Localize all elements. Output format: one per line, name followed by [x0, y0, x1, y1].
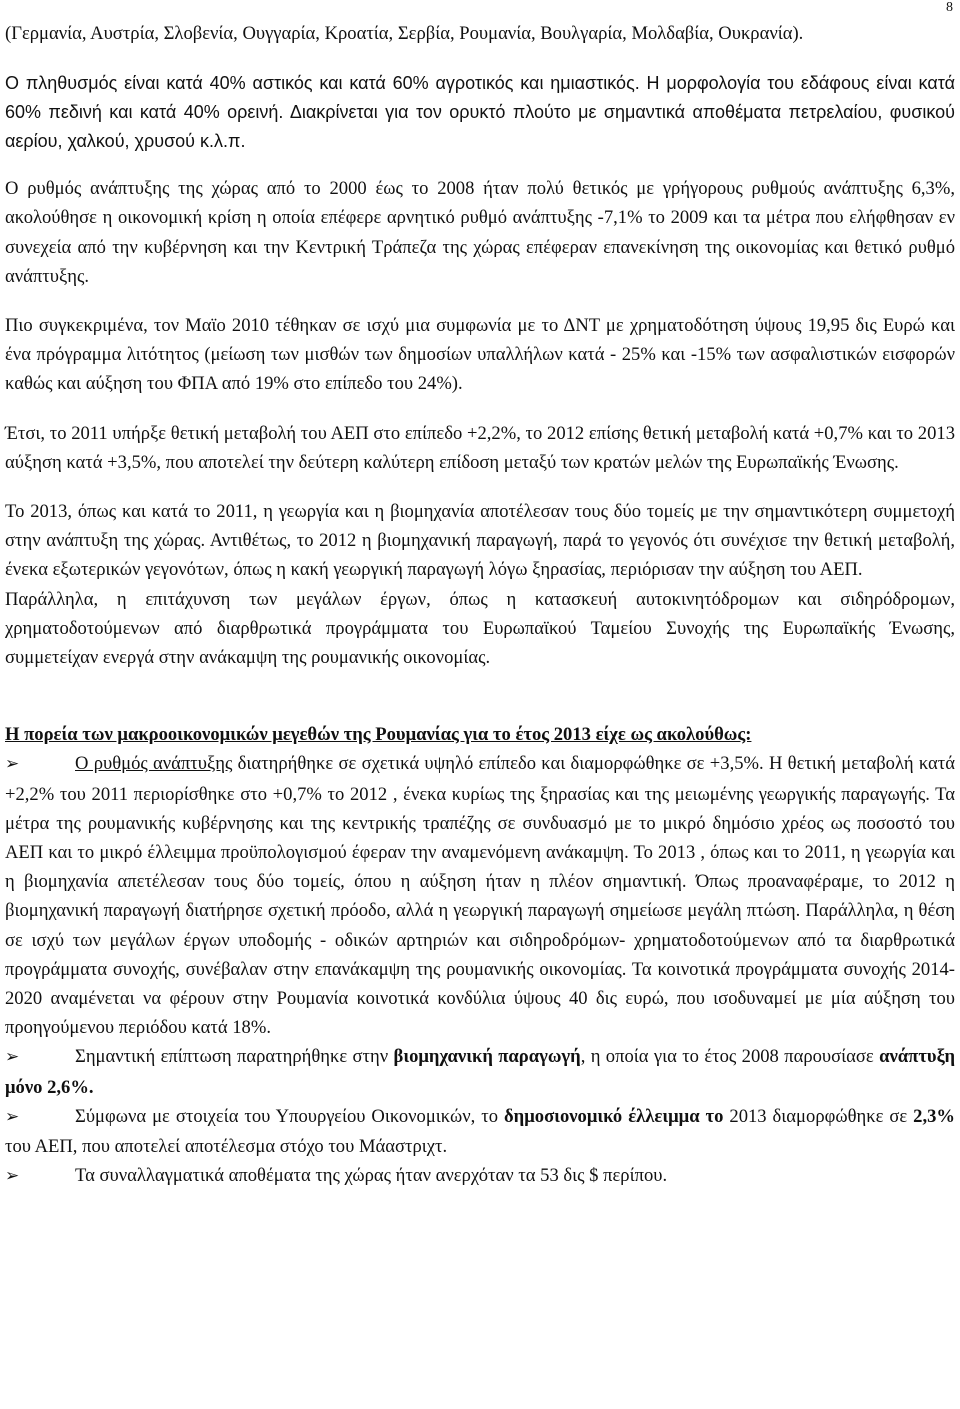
arrow-bullet-icon: ➢	[5, 754, 20, 775]
bullet-growth-rate	[5, 749, 955, 1042]
bullet-bold-term: δημοσιονομικό έλλειμμα το	[504, 1105, 724, 1127]
bullet-bold-value: 2,3%	[913, 1105, 955, 1127]
bullet-text: Σημαντική επίπτωση παρατηρήθηκε στην	[75, 1046, 394, 1068]
bullet-text: Τα συναλλαγματικά αποθέματα της χώρας ήταν ανερχόταν τα 53 δις $ περίπου.	[75, 1165, 668, 1187]
projects-paragraph: Παράλληλα, η επιτάχυνση των μεγάλων έργων, όπως η κατασκευή αυτοκινητόδρομων και σιδηρόδρομων, χρηματοδοτούμενων από διαρθρωτικά προγράμματα του Ευρωπαϊκού Ταμείου Συνοχής της Ευρωπαϊκής Ένωσης, συμμετείχαν ενεργά στην ανάκαμψη της ρουμανικής οικονομίας.	[5, 588, 955, 669]
countries-paragraph: (Γερμανία, Αυστρία, Σλοβενία, Ουγγαρία, Κροατία, Σερβία, Ρουμανία, Βουλγαρία, Μολδαβία, Ουκρανία).	[5, 23, 804, 44]
page-number: 8	[946, 0, 953, 15]
bullet-text: 2013 διαμορφώθηκε σε	[723, 1105, 914, 1127]
bullet-text: Σύμφωνα με στοιχεία του Υπουργείου Οικονομικών, το	[75, 1105, 505, 1127]
bullet-lead: Ο ρυθμός ανάπτυξης	[75, 753, 233, 775]
bullet-bold-term: βιομηχανική παραγωγή	[393, 1046, 581, 1068]
arrow-bullet-icon: ➢	[5, 1106, 20, 1127]
gdp-2011-paragraph: Έτσι, το 2011 υπήρξε θετική μεταβολή του ΑΕΠ στο επίπεδο +2,2%, το 2012 επίσης θετική μεταβολή κατά +0,7% και το 2013 αύξηση κατά +3,5%, που αποτελεί την δεύτερη καλύτερη επίδοση μεταξύ των κρατών μελών της Ευρωπαϊκής Ένωσης.	[5, 422, 955, 473]
bullet-fiscal-deficit	[5, 1102, 955, 1161]
bullet-text: διατηρήθηκε σε σχετικά υψηλό επίπεδο και διαμορφώθηκε σε +3,5%. Η θετική μεταβολή κατά +2,2% του 2011 περιορίσθηκε στο +0,7% το 2012 , ένεκα κυρίως της ξηρασίας και της μειωμένης γεωργικής παραγωγής. Τα μέτρα της ρουμανικής κυβέρνησης και της κεντρικής τραπέζης σε συνδυασμό με το μικρό δημόσιο χρέος ως ποσοστό του ΑΕΠ και το μικρό έλλειμμα προϋπολογισμού έφεραν την αναμενόμενη ανάκαμψη. Το 2013 , όπως και το 2011, η γεωργία και η βιομηχανία απετέλεσαν τους δύο τομείς, όπου η αύξηση ήταν η πλέον σημαντική. Όπως προαναφέραμε, το 2012 η βιομηχανική παραγωγή διατήρησε σχετική πρόοδο, αλλά η γεωργική παραγωγή σημείωσε μεγάλη πτώση. Παράλληλα, η θέση σε ισχύ των μεγάλων έργων υποδομής - οδικών αρτηριών και σιδηροδρόμων- χρηματοδοτούμενων από τα διαρθρωτικά προγράμματα συνοχής, συνέβαλαν στην επανάκαμψη της ρουμανικής οικονομίας. Τα κοινοτικά προγράμματα συνοχής 2014-2020 αναμένεται να φέρουν στην Ρουμανία κοινοτικά κονδύλια ύψους 40 δις ευρώ, που ισοδυναμεί με μία αύξηση του προηγούμενου περιόδου κατά 18%.	[5, 753, 956, 1039]
document-page	[5, 0, 955, 1192]
bullet-industrial-production	[5, 1042, 955, 1101]
sectors-paragraph: Το 2013, όπως και κατά το 2011, η γεωργία και η βιομηχανία αποτέλεσαν τους δύο τομείς με την σημαντικότερη συμμετοχή στην ανάπτυξη της χώρας. Αντιθέτως, το 2012 η βιομηχανική παραγωγή, παρά το γεγονός ότι συνέχισε την θετική μεταβολή, ένεκα εξωτερικών γεγονότων, όπως η κακή γεωργική παραγωγή λόγω ξηρασίας, περιόρισαν την αύξηση του ΑΕΠ.	[5, 501, 955, 581]
arrow-bullet-icon: ➢	[5, 1047, 20, 1068]
population-paragraph: Ο πληθυσμός είναι κατά 40% αστικός και κατά 60% αγροτικός και ημιαστικός. Η μορφολογία του εδάφους είναι κατά 60% πεδινή και κατά 40% ορεινή. Διακρίνεται για τον ορυκτό πλούτο με σημαντικά αποθέματα πετρελαίου, φυσικού αερίου, χαλκού, χρυσού κ.λ.π.	[5, 73, 955, 152]
arrow-bullet-icon: ➢	[5, 1166, 20, 1187]
bullet-fx-reserves	[5, 1161, 955, 1191]
bullet-text: του ΑΕΠ, που αποτελεί αποτέλεσμα στόχο του Μάαστριχτ.	[5, 1136, 448, 1158]
bullet-bold-value: ανάπτυξη μόνο 2,6%.	[5, 1046, 956, 1098]
bullet-text: , η οποία για το έτος 2008 παρουσίασε	[580, 1046, 880, 1068]
growth-paragraph: Ο ρυθμός ανάπτυξης της χώρας από το 2000 έως το 2008 ήταν πολύ θετικός με γρήγορους ρυθμούς ανάπτυξης 6,3%, ακολούθησε η οικονομική κρίση η οποία επέφερε αρνητικό ρυθμό ανάπτυξης -7,1% το 2009 και τα μέτρα που ελήφθησαν εν συνεχεία από την κυβέρνηση και την Κεντρική Τράπεζα της χώρας επέφεραν επανεκίνηση της οικονομίας και θετικό ρυθμό ανάπτυξης.	[5, 178, 955, 287]
may-2010-paragraph: Πιο συγκεκριμένα, τον Μαϊο 2010 τέθηκαν σε ισχύ μια συμφωνία με το ΔΝΤ με χρηματοδότηση ύψους 19,95 δις Ευρώ και ένα πρόγραμμα λιτότητος (μείωση των μισθών των δημοσίων υπαλλήλων κατά - 25% και -15% των ασφαλιστικών εισφορών καθώς και αύξηση του ΦΠΑ από 19% στο επίπεδο του 24%).	[5, 315, 955, 395]
section-heading: Η πορεία των μακροοικονομικών μεγεθών της Ρουμανίας για το έτος 2013 είχε ως ακολούθως:	[5, 724, 752, 746]
